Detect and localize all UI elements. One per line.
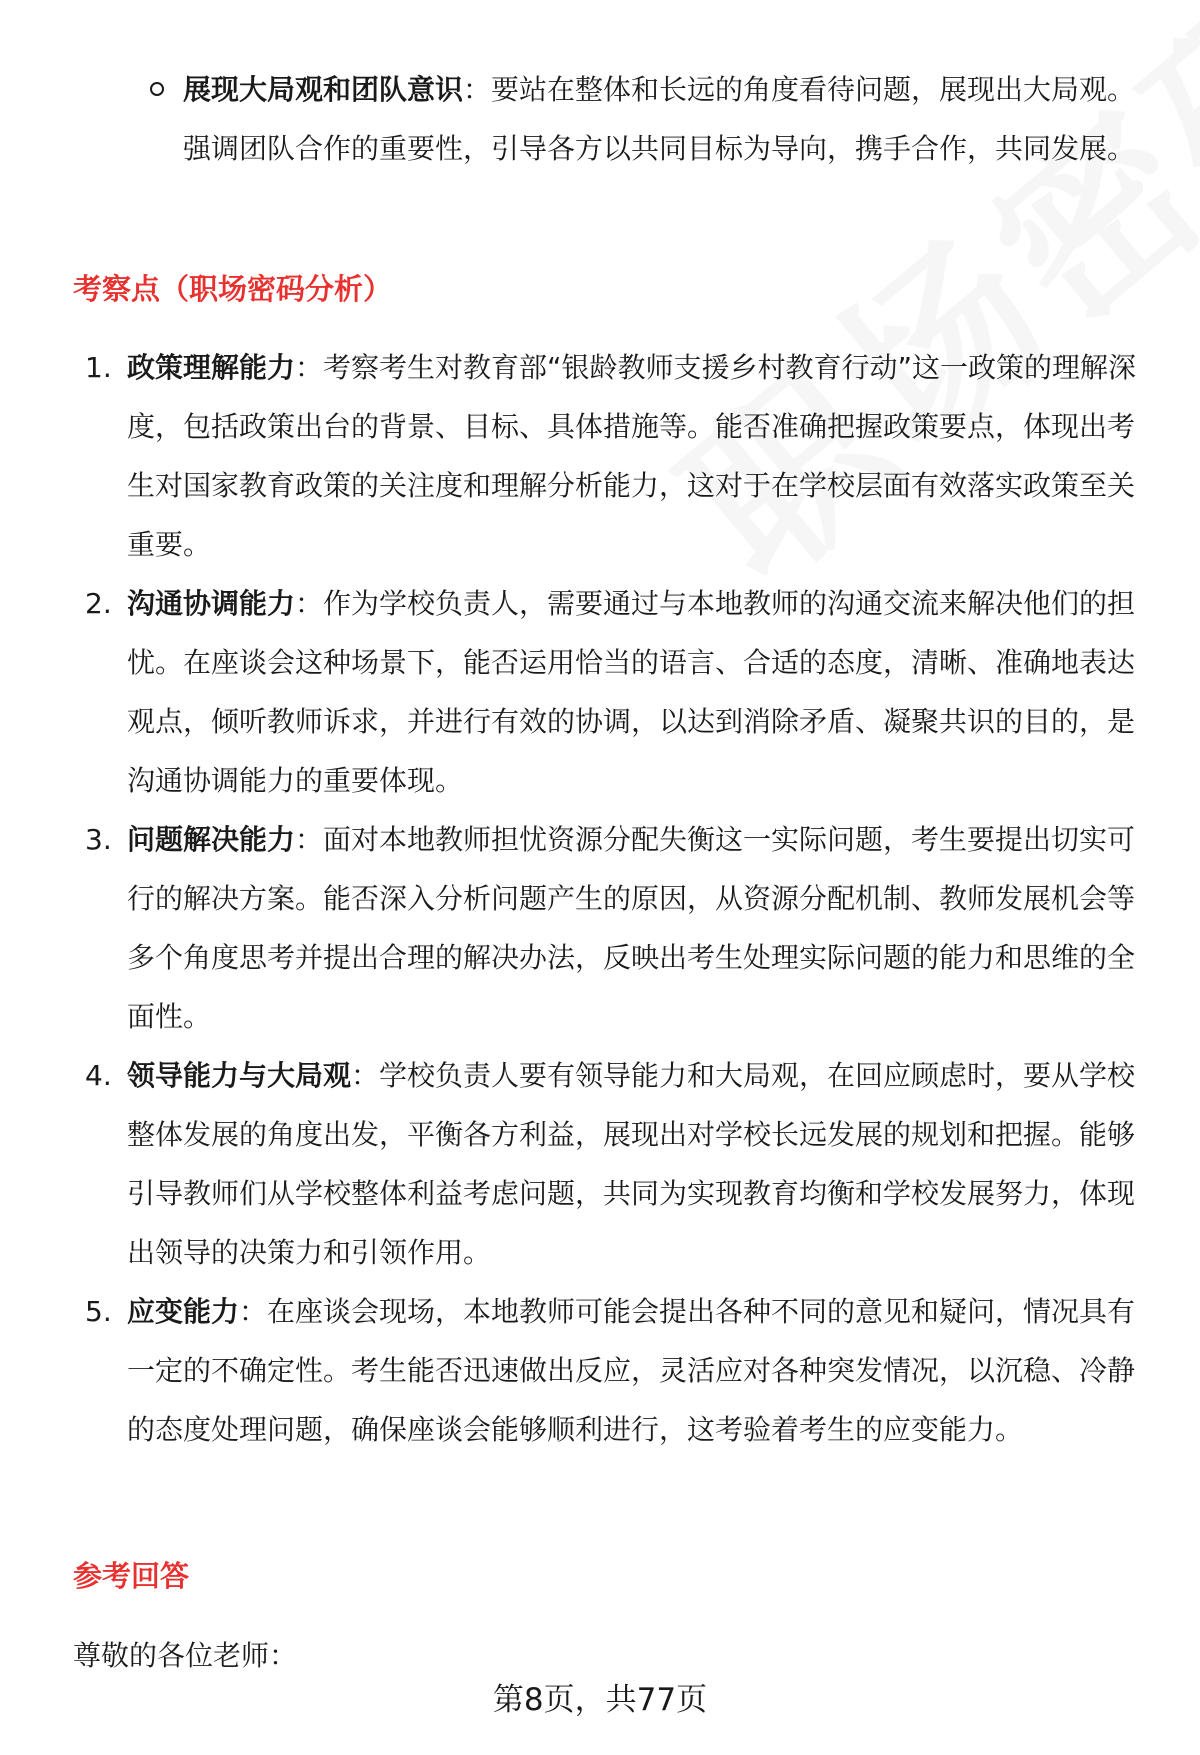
list-body: 面对本地教师担忧资源分配失衡这一实际问题，考生要提出切实可行的解决方案。能否深入分析问题产生的原因，从资源分配机制、教师发展机会等多个角度思考并提出合理的解决办法，反映出考生处理实际问题的能力和思维的全面性。 (127, 823, 1136, 1033)
list-separator: ： (351, 1059, 380, 1092)
list-number: 3. (85, 823, 112, 856)
list-term: 应变能力 (127, 1295, 240, 1328)
list-number: 4. (85, 1059, 112, 1092)
list-separator: ： (239, 1295, 268, 1328)
list-item (80, 574, 1140, 810)
list-separator: ： (295, 351, 324, 384)
list-term: 政策理解能力 (127, 351, 296, 384)
list-body: 学校负责人要有领导能力和大局观，在回应顾虑时，要从学校整体发展的角度出发，平衡各方利益，展现出对学校长远发展的规划和把握。能够引导教师们从学校整体利益考虑问题，共同为实现教育均衡和学校发展努力，体现出领导的决策力和引领作用。 (127, 1059, 1136, 1269)
list-item (80, 338, 1140, 574)
bullet-text (183, 60, 1138, 178)
list-term: 问题解决能力 (127, 823, 296, 856)
section-heading-reference-answer: 参考回答 (73, 1559, 190, 1593)
list-body: 考察考生对教育部“银龄教师支援乡村教育行动”这一政策的理解深度，包括政策出台的背景、目标、具体措施等。能否准确把握政策要点，体现出考生对国家教育政策的关注度和理解分析能力，这对于在学校层面有效落实政策至关重要。 (127, 351, 1137, 561)
list-term: 领导能力与大局观 (127, 1059, 352, 1092)
section-heading-exam-points: 考察点（职场密码分析） (73, 272, 393, 306)
bullet-separator: ： (463, 73, 492, 106)
list-separator: ： (295, 587, 324, 620)
list-body: 作为学校负责人，需要通过与本地教师的沟通交流来解决他们的担忧。在座谈会这种场景下，能否运用恰当的语言、合适的态度，清晰、准确地表达观点，倾听教师诉求，并进行有效的协调，以达到消除矛盾、凝聚共识的目的，是沟通协调能力的重要体现。 (127, 587, 1136, 797)
list-item (80, 810, 1140, 1046)
list-separator: ： (295, 823, 324, 856)
list-body: 在座谈会现场，本地教师可能会提出各种不同的意见和疑问，情况具有一定的不确定性。考生能否迅速做出反应，灵活应对各种突发情况，以沉稳、冷静的态度处理问题，确保座谈会能够顺利进行，这考验着考生的应变能力。 (127, 1295, 1136, 1446)
bullet-term: 展现大局观和团队意识 (183, 73, 464, 106)
greeting-text: 尊敬的各位老师： (73, 1639, 298, 1672)
list-number: 5. (85, 1295, 112, 1328)
list-term: 沟通协调能力 (127, 587, 296, 620)
list-item (80, 1046, 1140, 1282)
numbered-list (80, 338, 1140, 1459)
list-item (80, 1282, 1140, 1459)
list-number: 2. (85, 587, 112, 620)
hollow-circle-bullet-icon (150, 82, 164, 96)
page-number-footer: 第8页，共77页 (492, 1682, 708, 1718)
bullet-body: 要站在整体和长远的角度看待问题，展现出大局观。强调团队合作的重要性，引导各方以共同目标为导向，携手合作，共同发展。 (183, 73, 1136, 165)
list-number: 1. (85, 351, 112, 384)
